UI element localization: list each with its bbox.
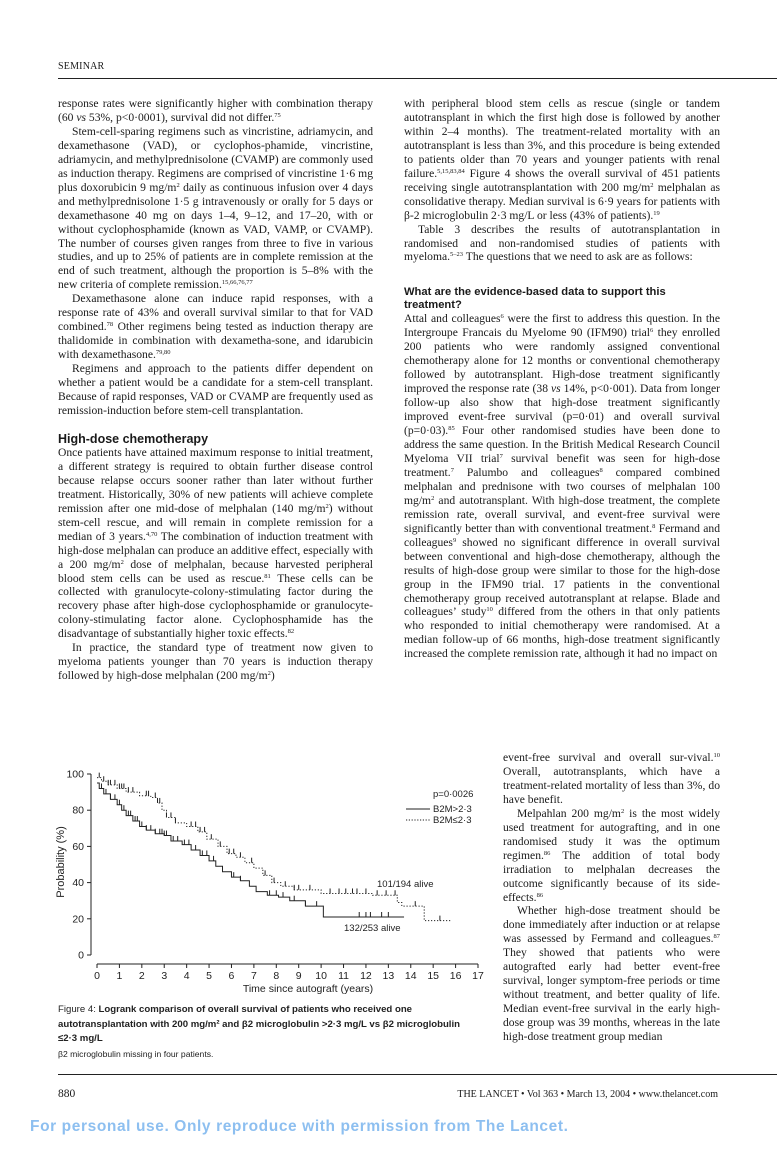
figure-title: Logrank comparison of overall survival of patients who received one autotransplantation with 200 mg/m² and β2 microglobulin >2·3 mg/L vs β2 microglobulin ≤2·3 mg/L bbox=[58, 1004, 461, 1044]
x-tick-label: 15 bbox=[427, 970, 440, 982]
y-tick-label: 60 bbox=[72, 840, 84, 853]
y-tick-label: 20 bbox=[72, 913, 84, 926]
paragraph: Table 3 describes the results of autotransplantation in randomised and non-randomised studies of patients with myeloma.$^{5-23}$ The questions that we need to ask are as follows: bbox=[404, 222, 720, 264]
paragraph: Regimens and approach to the patients differ dependent on whether a patient would be a candidate for a stem-cell transplant. Because of rapid responses, VAD or CVAMP are frequently used as remission-induction before stem-cell transplantation. bbox=[58, 362, 373, 417]
x-tick-label: 14 bbox=[404, 970, 417, 982]
x-tick-label: 9 bbox=[295, 970, 302, 982]
legend-label-low: B2M≤2·3 bbox=[433, 815, 472, 826]
paragraph: Once patients have attained maximum response to initial treatment, a different strategy is required to obtain further disease control because relapse occurs sooner rather than later without further treatment. Historically, 30% of new patients will achieve complete remission after one mid-dose of melphalan (140 $mg/m^2$) without stem-cell rescue, and will remain in complete remission for a median of 3 years.$^{4,70}$ The combination of induction treatment with high-dose melphalan can produce an additive effect, especially with a 200 $mg/m^2$ dose of melphalan, because harvested peripheral blood stem cells can be used as rescue.$^{81}$ These cells can be collected with granulocyte-colony-stimulating factor during the recovery phase after high-dose cyclophosphamide or granulocyte-colony-stimulating factor alone. Cyclophosphamide has the disadvantage of substantially higher toxic effects.$^{82}$ bbox=[58, 445, 374, 641]
header-rule bbox=[58, 78, 777, 79]
section-heading: High-dose chemotherapy bbox=[58, 431, 209, 446]
subsection-heading: What are the evidence-based data to support this treatment? bbox=[404, 286, 666, 312]
y-axis-label: Probability (%) bbox=[55, 826, 67, 898]
figure-note: β2 microglobulin missing in four patients. bbox=[58, 1048, 214, 1059]
p-value-annotation: p=0·0026 bbox=[433, 789, 474, 800]
x-tick-label: 3 bbox=[161, 970, 168, 982]
survival-chart bbox=[40, 762, 490, 1000]
y-tick-label: 0 bbox=[78, 949, 84, 962]
x-tick-label: 0 bbox=[94, 970, 100, 982]
survival-curve-b2m-low bbox=[97, 778, 451, 921]
paragraph: In practice, the standard type of treatment now given to myeloma patients younger than 70 years is induction therapy followed by high-dose melphalan (200 $mg/m^2$) bbox=[58, 641, 373, 683]
x-axis-label: Time since autograft (years) bbox=[242, 983, 374, 995]
x-tick-label: 1 bbox=[116, 970, 123, 982]
paragraph: Attal and colleagues$^6$ were the first to address this question. In the Intergroupe Francais du Myelome 90 (IFM90) trial$^6$ they enrolled 200 patients who were randomly assigned conventional chemotherapy alone for 12 months or conventional chemotherapy followed by autotransplant. High-dose treatment significantly improved the response rate (38 vs 14%, p<0·001). Data from longer follow-up also show that high-dose treatment significantly improved event-free survival (p=0·01) and overall survival (p=0·03).$^{85}$ Four other randomised studies have been done to address the same question. In the British Medical Research Council Myeloma VII trial$^7$ survival benefit was seen for high-dose treatment.$^7$ Palumbo and colleagues$^8$ compared combined melphalan and prednisone with two courses of melphalan 100 $mg/m^2$ and autotransplant. With high-dose treatment, the complete remission rate, overall survival, and event-free survival were significantly better than with conventional treatment.$^8$ Fermand and colleagues$^9$ showed no significant difference in overall survival between conventional and high-dose chemotherapy, although the results of high-dose group were similar to those for the high-dose group in the IFM90 trial. 17 patients in the conventional chemotherapy group received autotransplant at relapse. Blade and colleagues’ study$^{10}$ differed from the others in that only patients who responded to initial chemotherapy were randomised. At a median follow-up of 66 months, high-dose treatment significantly increased the complete remission rate, although it had no impact on bbox=[404, 312, 721, 661]
survival-curve-b2m-high bbox=[97, 783, 404, 917]
journal-citation: THE LANCET • Vol 363 • March 13, 2004 • www.thelancet.com bbox=[457, 1089, 718, 1100]
right-column bbox=[404, 97, 720, 661]
y-tick-label: 100 bbox=[66, 768, 84, 781]
x-tick-label: 5 bbox=[206, 970, 212, 982]
x-tick-label: 6 bbox=[228, 970, 235, 982]
y-tick-label: 80 bbox=[72, 804, 84, 817]
end-label-low: 101/194 alive bbox=[377, 879, 434, 890]
figure-caption bbox=[58, 1003, 478, 1062]
paragraph: event-free survival and overall sur-vival.$^{10}$ Overall, autotransplants, which have a treatment-related mortality of less than 3%, do have benefit. bbox=[503, 751, 720, 806]
footer-rule bbox=[58, 1074, 777, 1075]
page-number: 880 bbox=[58, 1088, 76, 1100]
x-tick-label: 13 bbox=[382, 970, 395, 982]
end-label-high: 132/253 alive bbox=[344, 923, 401, 934]
x-tick-label: 4 bbox=[183, 970, 190, 982]
y-tick-label: 40 bbox=[72, 877, 84, 890]
running-head: SEMINAR bbox=[58, 61, 105, 72]
left-column bbox=[58, 97, 373, 683]
x-tick-label: 2 bbox=[138, 970, 145, 982]
paragraph: Dexamethasone alone can induce rapid responses, with a response rate of 43% and overall survival similar to that for VAD combined.$^{78}$ Other regimens being tested as induction therapy are thalidomide in combination with dexametha-sone, and idarubicin with dexamethasone.$^{79,80}$ bbox=[58, 292, 373, 362]
x-tick-label: 17 bbox=[472, 970, 484, 982]
copyright-watermark: For personal use. Only reproduce with permission from The Lancet. bbox=[30, 1118, 569, 1135]
x-tick-label: 7 bbox=[250, 970, 257, 982]
paragraph: with peripheral blood stem cells as rescue (single or tandem autotransplant in which the first high dose is followed by another within 2–4 months). The treatment-related mortality with an autotransplant is less than 3%, and this procedure is being extended to patients older than 70 years and younger patients with renal failure.$^{5,15,83,84}$ Figure 4 shows the overall survival of 451 patients receiving single autotransplantation with 200 $mg/m^2$ melphalan as consolidative therapy. Median survival is 6·9 years for patients with β-2 microglobulin 2·3 mg/L or less (43% of patients).$^{19}$ bbox=[404, 97, 721, 222]
right-narrow-column bbox=[503, 751, 720, 1044]
x-tick-label: 16 bbox=[449, 970, 462, 982]
x-tick-label: 10 bbox=[315, 970, 327, 982]
paragraph: response rates were significantly higher with combination therapy (60 vs 53%, p<0·0001), survival did not differ.$^{75}$ bbox=[58, 97, 373, 124]
paragraph: Melpahlan 200 $mg/m^2$ is the most widely used treatment for autografting, and in one randomised study it was the optimum regimen.$^{86}$ The addition of total body irradiation to melphalan decreases the outcome significantly because of its side-effects.$^{86}$ bbox=[503, 806, 720, 904]
x-tick-label: 11 bbox=[338, 970, 349, 982]
x-tick-label: 8 bbox=[273, 970, 280, 982]
legend-label-high: B2M>2·3 bbox=[433, 804, 472, 815]
paragraph: Stem-cell-sparing regimens such as vincristine, adriamycin, and dexamethasone (VAD), or cyclophos-phamide, vincristine, adriamycin, and methylprednisolone (CVAMP) are commonly used as induction therapy. Regimens are comprised of vincristine 1·6 mg plus doxorubicin 9 $mg/m^2$ daily as continuous infusion over 4 days and methylprednisolone 1·5 g intravenously or orally for 5 days or dexamethasone 40 mg on days 1–4, 9–12, and 17–20, with or without cyclophosphamide (known as VAD, VAMP, or CVAMP). The number of courses given ranges from three to five in various studies, and up to 25% of patients are in complete remission at the end of such treatment, although the proportion is 5–8% with the new criteria of complete remission.$^{15,66,76,77}$ bbox=[58, 124, 373, 292]
paragraph: Whether high-dose treatment should be done immediately after induction or at relapse was assessed by Fermand and colleagues.$^{87}$ They showed that patients who were autografted early had better event-free survival, longer symptom-free periods or time without treatment, and better quality of life. Median event-free survival in the early high-dose group was 39 months, whereas in the late high-dose treatment group median bbox=[503, 904, 720, 1044]
figure-label: Figure 4: bbox=[58, 1004, 99, 1015]
x-tick-label: 12 bbox=[360, 970, 372, 982]
